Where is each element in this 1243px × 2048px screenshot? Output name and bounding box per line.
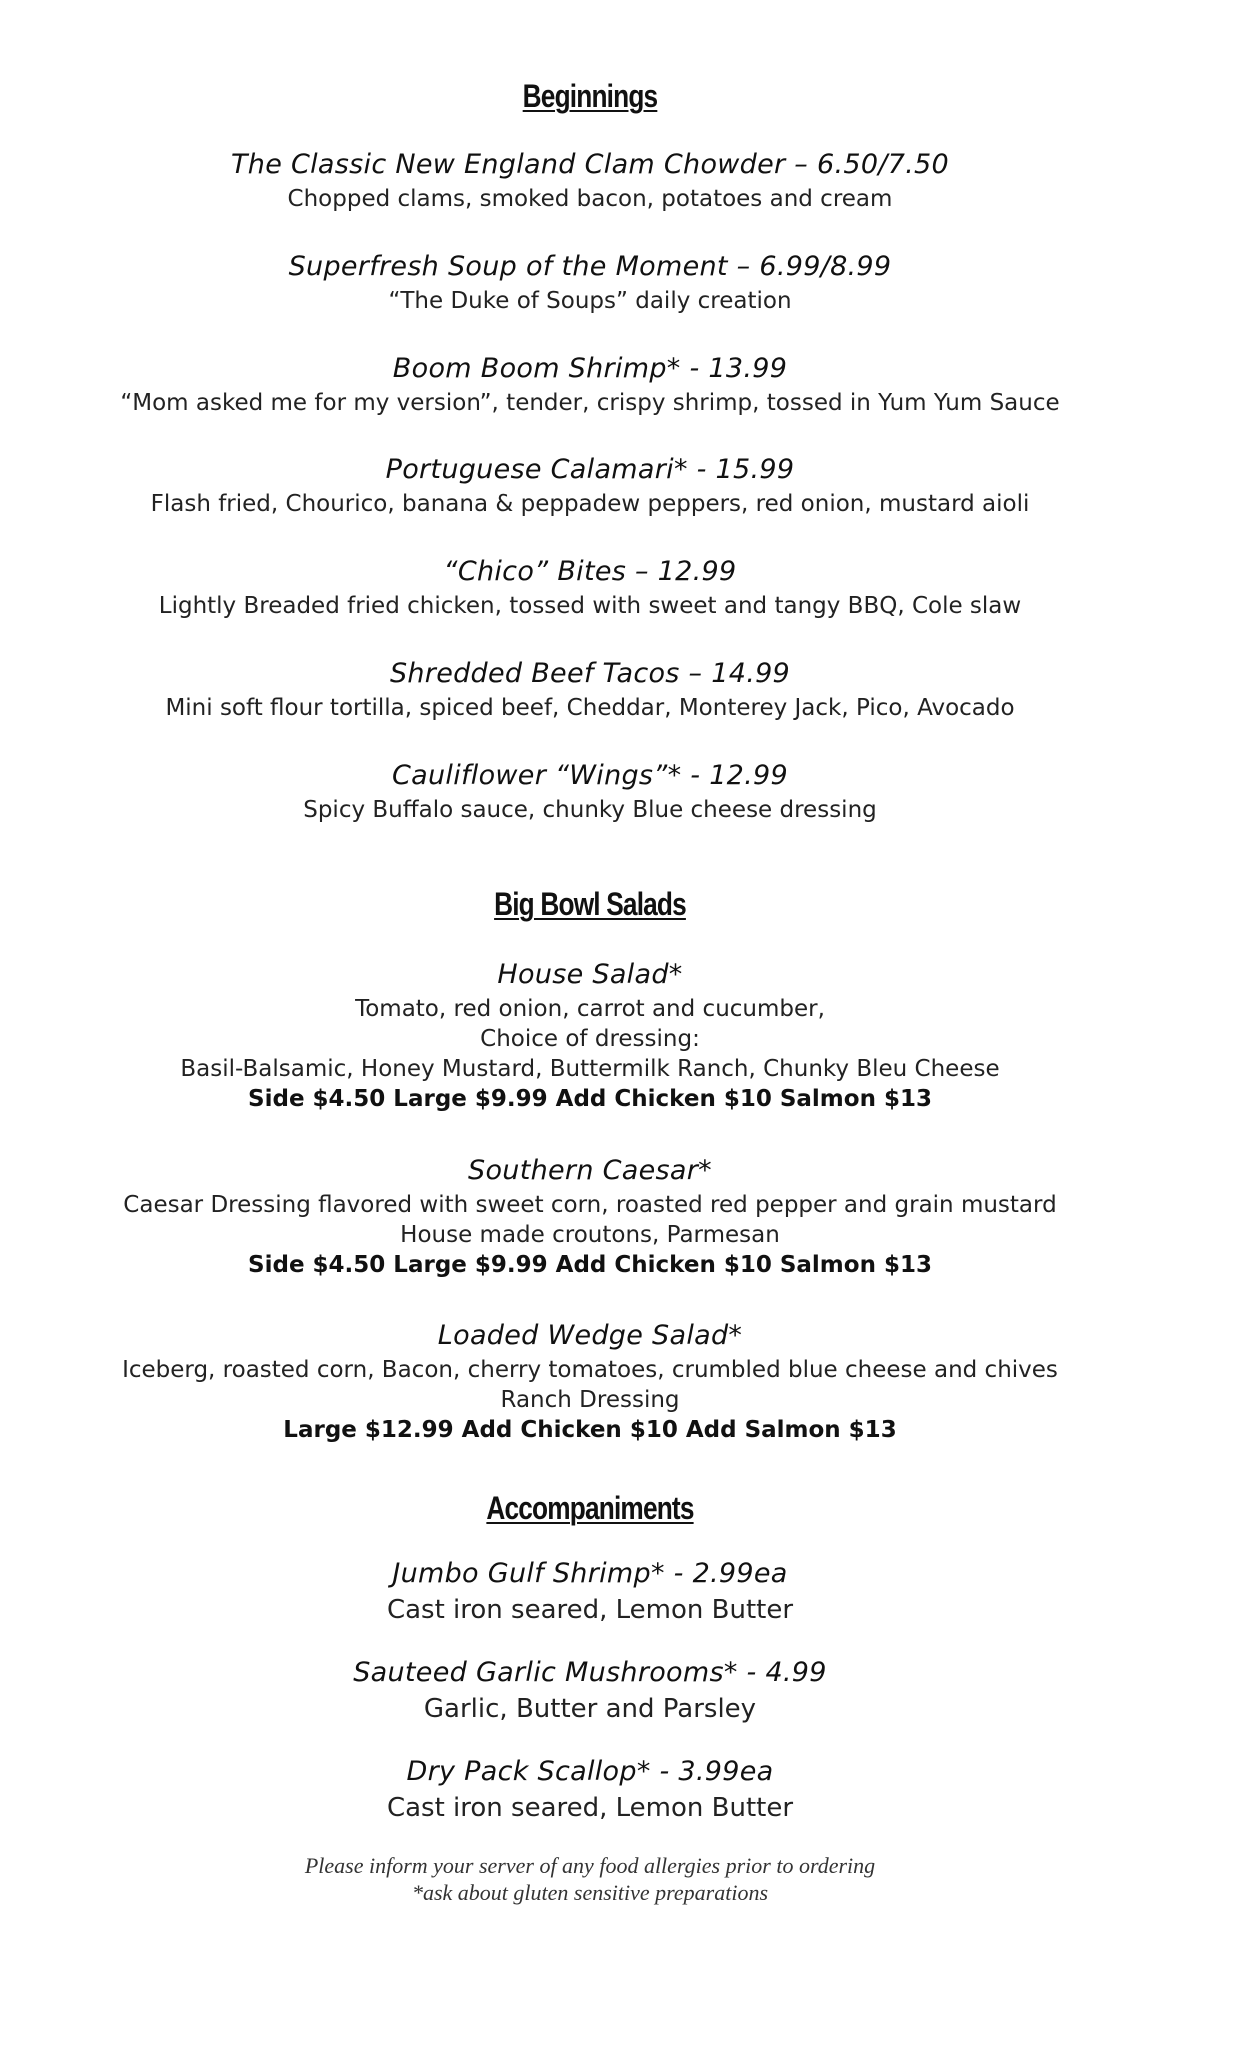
menu-item-description: Iceberg, roasted corn, Bacon, cherry tomatoes, crumbled blue cheese and chives — [122, 1357, 1058, 1383]
gluten-notice-line: *ask about gluten sensitive preparations — [411, 1880, 769, 1905]
menu-item-description: Mini soft flour tortilla, spiced beef, Cheddar, Monterey Jack, Pico, Avocado — [165, 695, 1015, 721]
menu-item-description: Cast iron seared, Lemon Butter — [386, 1595, 794, 1625]
menu-item-name: Southern Caesar* — [468, 1155, 712, 1186]
section-heading-beginnings: Beginnings — [522, 78, 658, 114]
menu-item — [0, 1753, 1180, 1825]
menu-item-name: “Chico” Bites – 12.99 — [443, 556, 737, 587]
menu-item-name: Loaded Wedge Salad* — [437, 1320, 743, 1351]
menu-item-description: Garlic, Butter and Parsley — [423, 1694, 757, 1724]
menu-item-description: Basil-Balsamic, Honey Mustard, Buttermilk Ranch, Chunky Bleu Cheese — [180, 1056, 1000, 1082]
menu-item — [0, 1654, 1180, 1726]
menu-item — [0, 451, 1180, 519]
menu-item-description: Chopped clams, smoked bacon, potatoes and cream — [287, 186, 893, 212]
menu-item-description: Spicy Buffalo sauce, chunky Blue cheese dressing — [303, 797, 877, 823]
menu-item-description: House made croutons, Parmesan — [400, 1222, 780, 1248]
menu-item-price: Side $4.50 Large $9.99 Add Chicken $10 Salmon $13 — [248, 1252, 932, 1278]
section-heading-salads: Big Bowl Salads — [494, 886, 686, 922]
menu-item — [0, 248, 1180, 316]
menu-item-description: Ranch Dressing — [500, 1387, 680, 1413]
menu-item-name: Boom Boom Shrimp* - 13.99 — [392, 353, 788, 384]
menu-item-price: Side $4.50 Large $9.99 Add Chicken $10 Salmon $13 — [248, 1086, 932, 1112]
menu-item-description: Lightly Breaded fried chicken, tossed with sweet and tangy BBQ, Cole slaw — [158, 593, 1022, 619]
menu-item — [0, 350, 1180, 418]
menu-item-name: House Salad* — [497, 959, 683, 990]
menu-item-name: Shredded Beef Tacos – 14.99 — [389, 658, 791, 689]
allergy-notice — [0, 1852, 1180, 1906]
menu-item-description: Caesar Dressing flavored with sweet corn, roasted red pepper and grain mustard — [123, 1192, 1057, 1218]
menu-item — [0, 757, 1180, 825]
menu-item-description: “The Duke of Soups” daily creation — [388, 288, 792, 314]
menu-item-description: “Mom asked me for my version”, tender, crispy shrimp, tossed in Yum Yum Sauce — [120, 390, 1060, 416]
allergy-notice-line: Please inform your server of any food allergies prior to ordering — [304, 1853, 876, 1878]
menu-item-name: Cauliflower “Wings”* - 12.99 — [391, 760, 788, 791]
menu-item-name: Superfresh Soup of the Moment – 6.99/8.99 — [288, 251, 892, 282]
menu-item-name: Portuguese Calamari* - 15.99 — [385, 454, 795, 485]
section-heading-accompaniments: Accompaniments — [486, 1490, 694, 1526]
menu-item — [0, 655, 1180, 723]
menu-item — [0, 1152, 1180, 1280]
menu-item-price: Large $12.99 Add Chicken $10 Add Salmon $13 — [283, 1417, 897, 1443]
menu-item-description: Cast iron seared, Lemon Butter — [386, 1793, 794, 1823]
menu-item — [0, 956, 1180, 1114]
menu-item-description: Choice of dressing: — [480, 1026, 700, 1052]
menu-item — [0, 553, 1180, 621]
menu-item-name: The Classic New England Clam Chowder – 6.50/7.50 — [230, 149, 950, 180]
menu-item — [0, 1555, 1180, 1627]
menu-item-name: Sauteed Garlic Mushrooms* - 4.99 — [353, 1657, 827, 1688]
menu-item — [0, 146, 1180, 214]
menu-item-description: Tomato, red onion, carrot and cucumber, — [355, 996, 825, 1022]
menu-item-name: Jumbo Gulf Shrimp* - 2.99ea — [392, 1558, 788, 1589]
menu-item — [0, 1317, 1180, 1445]
menu-item-name: Dry Pack Scallop* - 3.99ea — [406, 1756, 774, 1787]
menu-item-description: Flash fried, Chourico, banana & peppadew peppers, red onion, mustard aioli — [150, 491, 1030, 517]
